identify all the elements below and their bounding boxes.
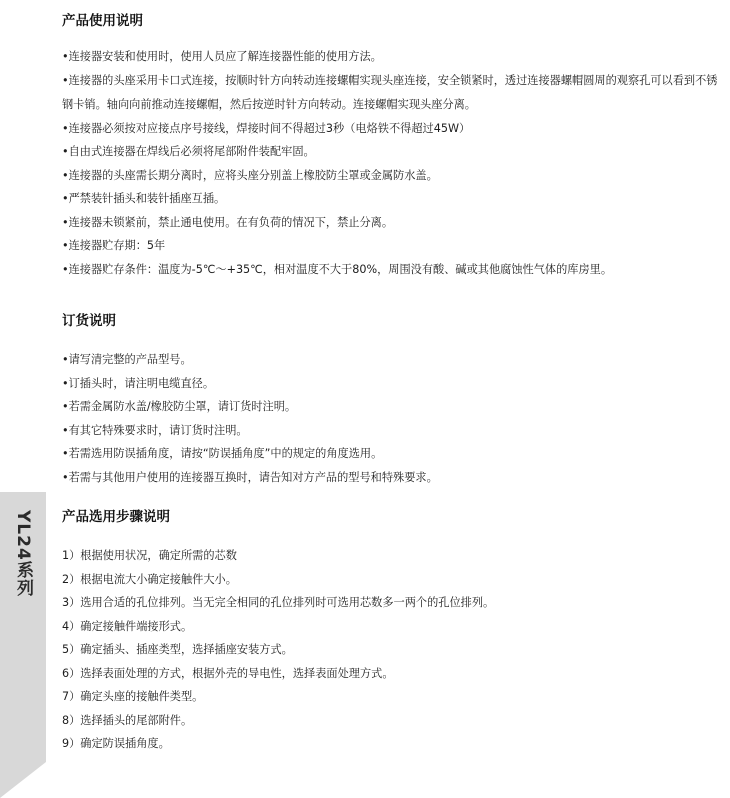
ordering-title: 订货说明: [62, 313, 116, 329]
list-item: •严禁装针插头和装针插座互插。: [62, 192, 226, 205]
list-item: 6）选择表面处理的方式，根据外壳的导电性，选择表面处理方式。: [62, 666, 394, 680]
selection-list: [62, 544, 722, 756]
list-item: •连接器贮存期：5年: [62, 239, 166, 252]
list-item: •连接器未锁紧前，禁止通电使用。在有负荷的情况下，禁止分离。: [62, 215, 394, 229]
list-item: •若需与其他用户使用的连接器互换时，请告知对方产品的型号和特殊要求。: [62, 470, 438, 484]
selection-title: 产品选用步骤说明: [62, 509, 170, 525]
list-item: •订插头时，请注明电缆直径。: [62, 376, 215, 390]
list-item: •请写清完整的产品型号。: [62, 353, 192, 366]
list-item: 8）选择插头的尾部附件。: [62, 713, 193, 727]
series-label: YL24系列: [13, 510, 33, 597]
list-item: •有其它特殊要求时，请订货时注明。: [62, 423, 248, 437]
list-item: 1）根据使用状况，确定所需的芯数: [62, 549, 237, 562]
list-item: 3）选用合适的孔位排列。当无完全相同的孔位排列时可选用芯数多一两个的孔位排列。: [62, 596, 495, 609]
list-item: •若需选用防误插角度，请按“防误插角度”中的规定的角度选用。: [62, 447, 383, 460]
list-item: 4）确定接触件端接形式。: [62, 619, 193, 633]
ordering-list: [62, 348, 722, 489]
list-item: •若需金属防水盖/橡胶防尘罩，请订货时注明。: [62, 400, 297, 413]
list-item: •连接器的头座采用卡口式连接，按顺时针方向转动连接螺帽实现头座连接，安全锁紧时，透过连接器螺帽圆周的观察孔可以看到不锈钢卡销。轴向向前推动连接螺帽，然后按逆时针方向转动。连接螺帽实现头座分离。: [62, 73, 718, 111]
usage-section: [62, 12, 722, 281]
usage-list: [62, 45, 722, 281]
list-item: •连接器安装和使用时，使用人员应了解连接器性能的使用方法。: [62, 50, 382, 63]
list-item: •连接器贮存条件：温度为-5℃～+35℃，相对温度不大于80%，周围没有酸、碱或其他腐蚀性气体的库房里。: [62, 262, 613, 276]
list-item: •自由式连接器在焊线后必须将尾部附件装配牢固。: [62, 145, 315, 158]
list-item: 5）确定插头、插座类型，选择插座安装方式。: [62, 643, 293, 656]
list-item: •连接器必须按对应接点序号接线，焊接时间不得超过3秒（电烙铁不得超过45W）: [62, 121, 471, 135]
usage-title: 产品使用说明: [62, 13, 143, 29]
list-item: 9）确定防误插角度。: [62, 737, 170, 750]
list-item: •连接器的头座需长期分离时，应将头座分别盖上橡胶防尘罩或金属防水盖。: [62, 168, 438, 182]
selection-section: [62, 508, 722, 756]
ordering-section: [62, 312, 722, 489]
list-item: 7）确定头座的接触件类型。: [62, 690, 204, 703]
list-item: 2）根据电流大小确定接触件大小。: [62, 572, 237, 586]
